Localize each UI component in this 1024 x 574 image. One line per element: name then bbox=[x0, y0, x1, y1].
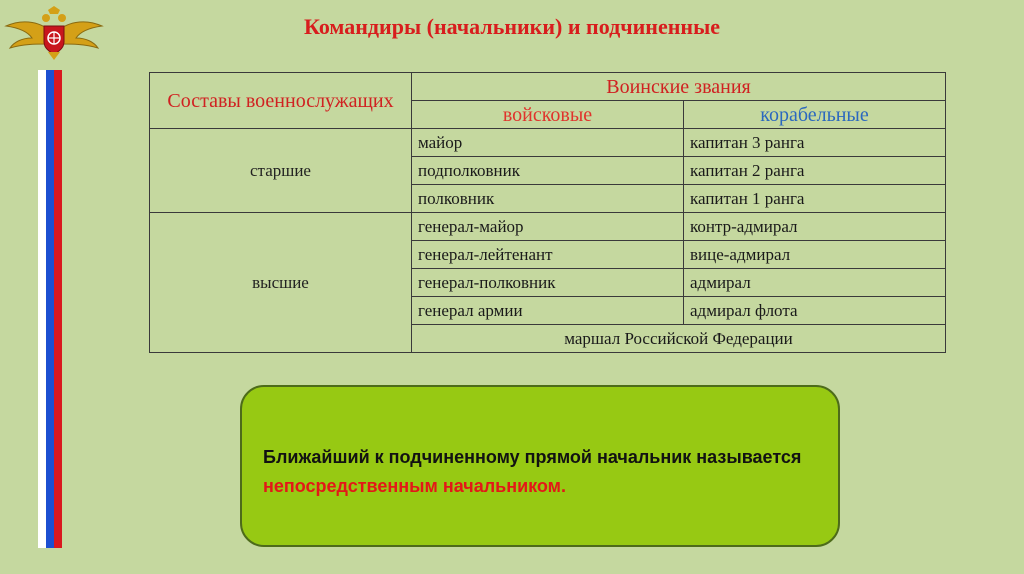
army-rank-cell: генерал-лейтенант bbox=[412, 241, 684, 269]
note-highlight: непосредственным начальником bbox=[263, 476, 561, 496]
flag-stripe-blue bbox=[46, 70, 54, 548]
army-rank-cell: майор bbox=[412, 129, 684, 157]
header-ranks: Воинские звания bbox=[412, 73, 946, 101]
note-text-after: . bbox=[561, 476, 567, 496]
marshal-rank-cell: маршал Российской Федерации bbox=[412, 325, 946, 353]
group-label-highest: высшие bbox=[150, 213, 412, 353]
navy-rank-cell: вице-адмирал bbox=[684, 241, 946, 269]
subheader-navy: корабельные bbox=[684, 101, 946, 129]
navy-rank-cell: капитан 1 ранга bbox=[684, 185, 946, 213]
navy-rank-cell: капитан 2 ранга bbox=[684, 157, 946, 185]
table-row bbox=[150, 213, 946, 241]
army-rank-cell: подполковник bbox=[412, 157, 684, 185]
definition-note-box bbox=[240, 385, 840, 547]
army-rank-cell: генерал армии bbox=[412, 297, 684, 325]
russian-flag-stripes bbox=[38, 70, 62, 548]
group-label-senior: старшие bbox=[150, 129, 412, 213]
navy-rank-cell: адмирал bbox=[684, 269, 946, 297]
navy-rank-cell: контр-адмирал bbox=[684, 213, 946, 241]
table-row bbox=[150, 129, 946, 157]
definition-note-text bbox=[263, 443, 833, 501]
flag-stripe-red bbox=[54, 70, 62, 548]
table-header-row bbox=[150, 73, 946, 101]
army-rank-cell: генерал-майор bbox=[412, 213, 684, 241]
navy-rank-cell: адмирал флота bbox=[684, 297, 946, 325]
header-composition-text: Составы военнослужащих bbox=[167, 89, 394, 112]
ranks-table bbox=[149, 72, 946, 353]
navy-rank-cell: капитан 3 ранга bbox=[684, 129, 946, 157]
flag-stripe-white bbox=[38, 70, 46, 548]
header-composition bbox=[150, 73, 412, 129]
army-rank-cell: генерал-полковник bbox=[412, 269, 684, 297]
subheader-army: войсковые bbox=[412, 101, 684, 129]
army-rank-cell: полковник bbox=[412, 185, 684, 213]
slide-title: Командиры (начальники) и подчиненные bbox=[303, 14, 721, 39]
note-text-before: Ближайший к подчиненному прямой начальник называется bbox=[263, 447, 802, 467]
